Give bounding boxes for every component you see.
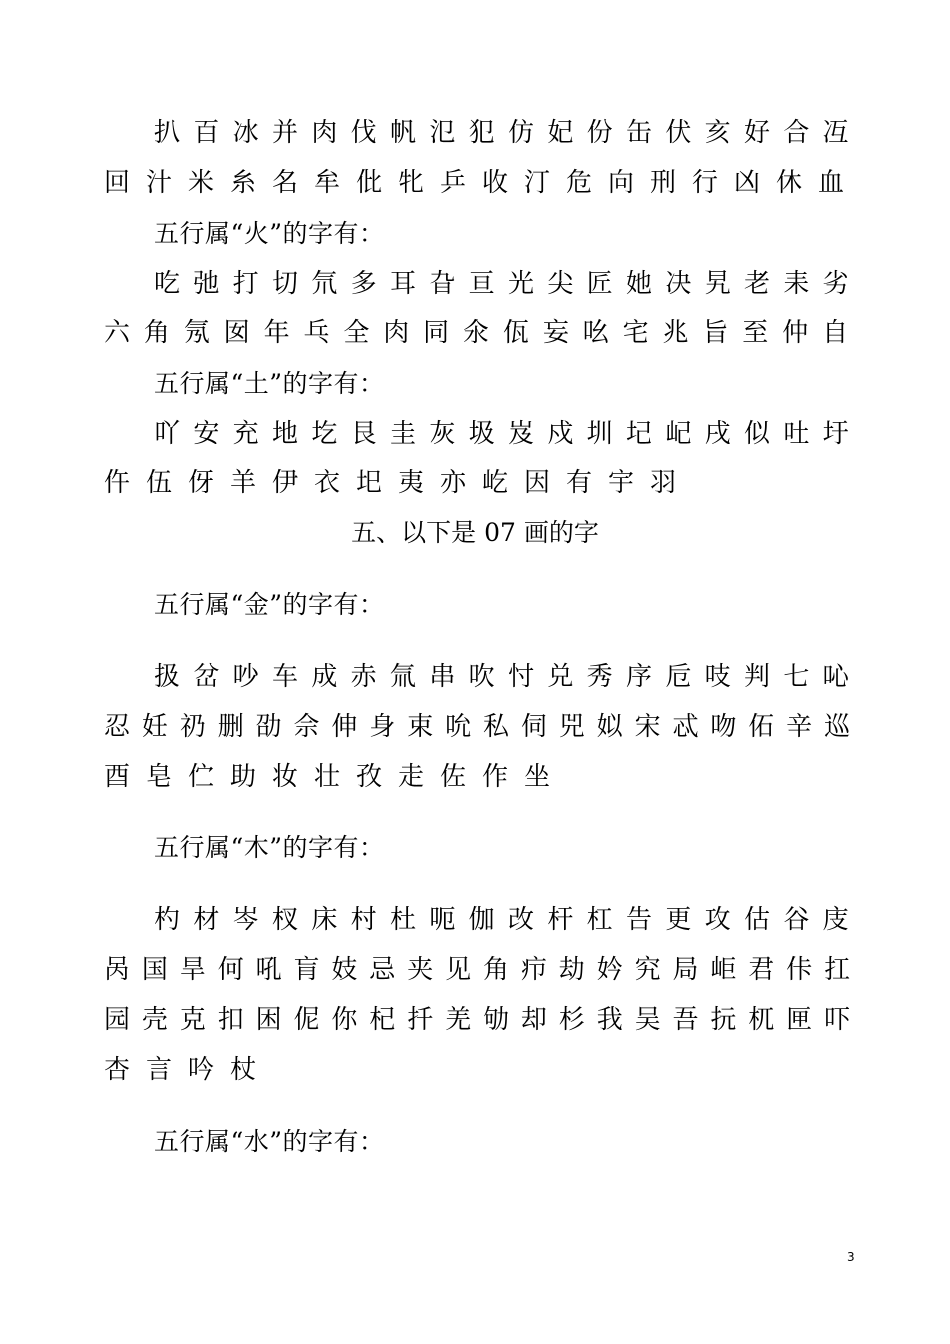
text-line: 呙国旱何吼肓妓忌夹见角疖劫妗究局岠君佧扛 (104, 955, 862, 985)
section-heading-earth: 五行属“土”的字有： (154, 369, 385, 398)
text-line: 酉皂伫助妆壮孜走佐作坐 (104, 762, 567, 792)
section-heading-fire: 五行属“火”的字有： (154, 219, 385, 248)
text-line: 忍妊礽删劭佘伸身束吮私伺兕姒宋忒吻佦辛巡 (104, 712, 862, 742)
text-line: 吖安充地圪艮圭灰圾岌戍圳圮屺戌似吐圩 (154, 419, 862, 449)
section-heading-wood: 五行属“木”的字有： (154, 833, 385, 862)
section-heading-metal: 五行属“金”的字有： (154, 590, 385, 619)
section-heading-water: 五行属“水”的字有： (154, 1127, 385, 1156)
text-line: 吃弛打切氘多耳旮亘光尖匠她决旯老耒劣 (154, 269, 862, 299)
text-line: 回汁米糸名牟仳牝乒收汀危向刑行凶休血 (104, 168, 861, 198)
text-line: 六角氖囡年乓全肉同氽佤妄吆宅兆旨至仲自 (104, 318, 862, 348)
text-line: 园壳克扣困伲你杞扦羌劬却杉我吴吾抏杌匣吓 (104, 1005, 862, 1035)
chapter-title: 五、以下是 07 画的字 (351, 518, 599, 547)
text-line: 扱岔吵车成赤氚串吹忖兑秀序卮吱判七吣 (154, 662, 862, 692)
text-line: 仵伍伢羊伊衣圯夷亦屹因有宇羽 (104, 468, 693, 498)
page-number: 3 (847, 1250, 855, 1264)
text-line: 杓材岑杈床村杜呃伽改杆杠告更攻估谷庋 (154, 905, 862, 935)
text-line: 扒百冰并肉伐帆氾犯仿妃份缶伏亥好合冱 (154, 118, 862, 148)
text-line: 杏言吟杖 (104, 1055, 273, 1085)
